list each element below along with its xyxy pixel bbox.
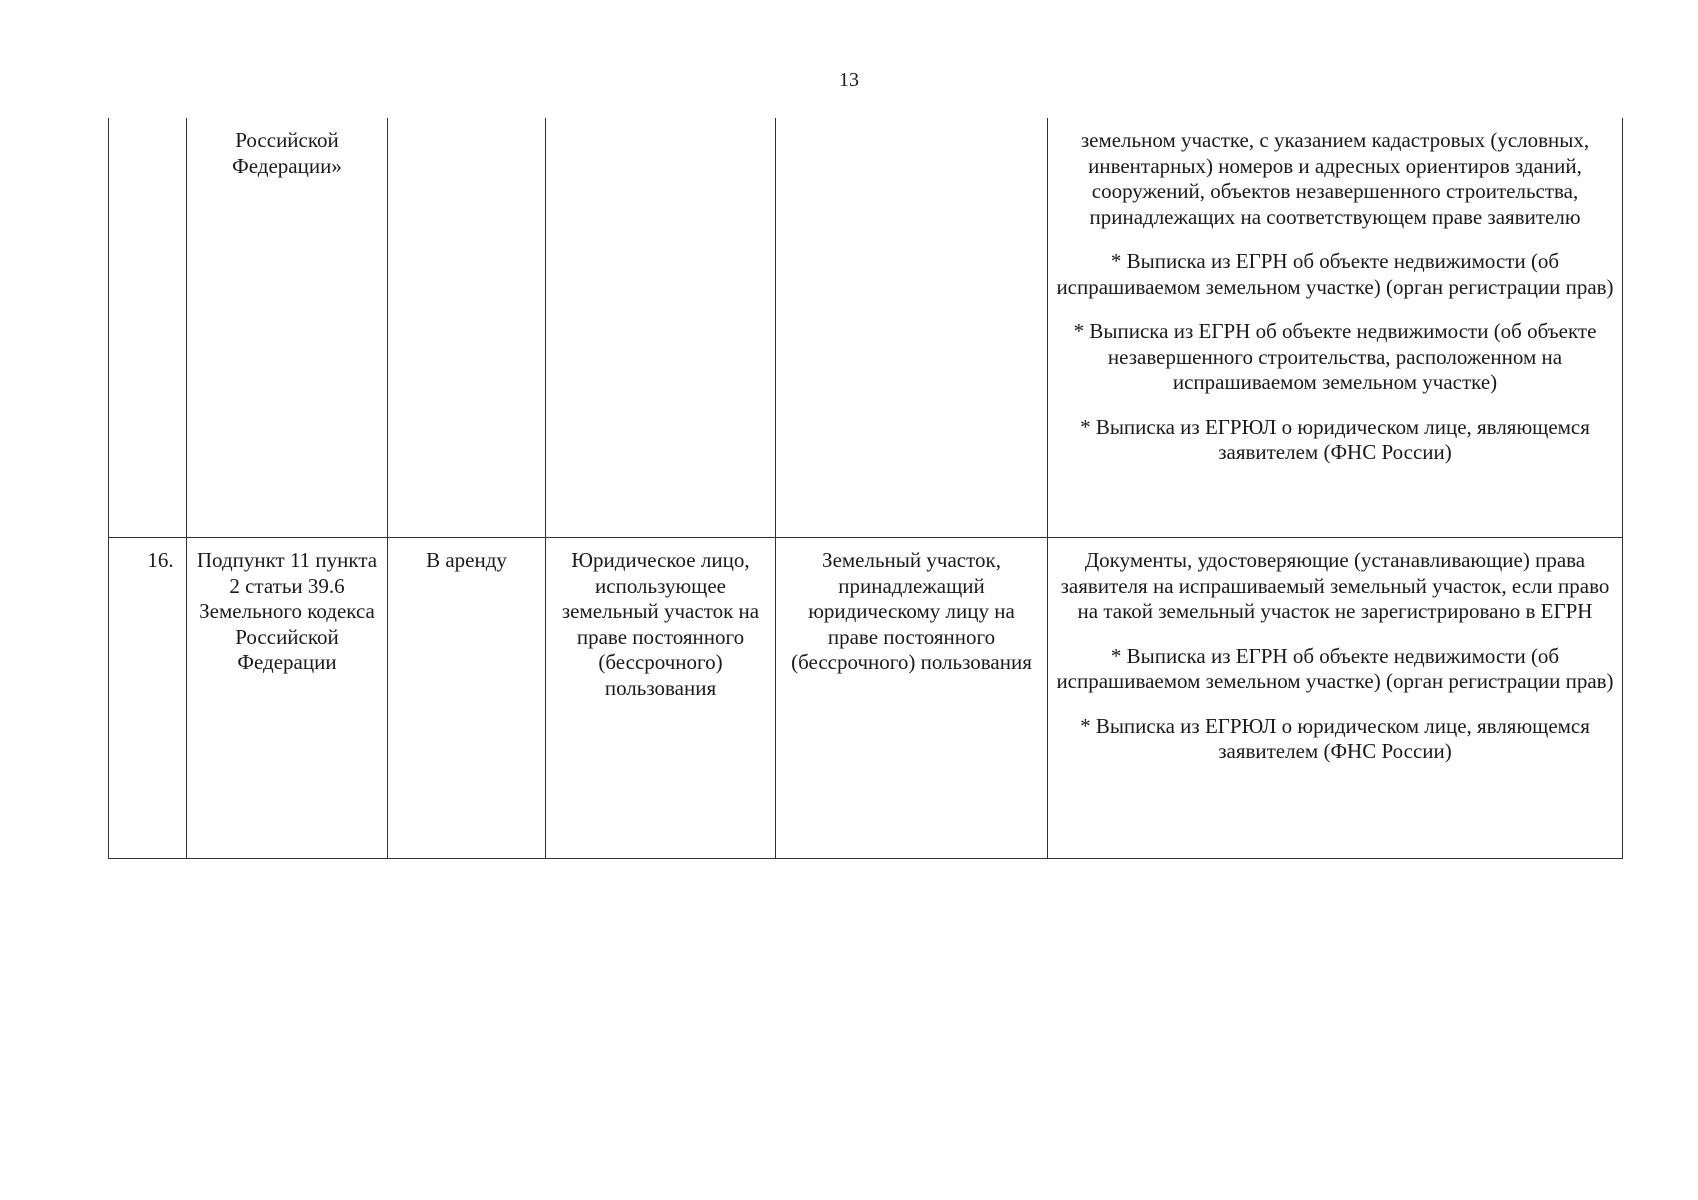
table-row: [109, 118, 1623, 538]
basis-text: Российской Федерации»: [232, 128, 342, 178]
documents-cell: [1048, 118, 1623, 538]
applicant-cell: [546, 538, 776, 859]
documents-cell: [1048, 538, 1623, 859]
applicant-cell: [546, 118, 776, 538]
document-item: Документы, удостоверяющие (устанавливающие) права заявителя на испрашиваемый земельный участок, если право на такой земельный участок не зарегистрировано в ЕГРН: [1060, 548, 1610, 623]
land-plot-text: Земельный участок, принадлежащий юридическому лицу на праве постоянного (бессрочного) пользования: [791, 548, 1032, 674]
document-item: * Выписка из ЕГРН об объекте недвижимости (об испрашиваемом земельном участке) (орган регистрации прав): [1056, 249, 1614, 299]
land-plot-cell: [776, 538, 1048, 859]
table-row: [109, 538, 1623, 859]
document-item: * Выписка из ЕГРЮЛ о юридическом лице, являющемся заявителем (ФНС России): [1080, 713, 1590, 763]
document-item: * Выписка из ЕГРН об объекте недвижимости (об испрашиваемом земельном участке) (орган регистрации прав): [1056, 643, 1614, 693]
right-cell: [388, 538, 546, 859]
documents-table: [108, 118, 1623, 859]
row-number: 16.: [147, 548, 174, 572]
right-cell: [388, 118, 546, 538]
basis-text: Подпункт 11 пункта 2 статьи 39.6 Земельного кодекса Российской Федерации: [196, 548, 378, 674]
document-item: земельном участке, с указанием кадастровых (условных, инвентарных) номеров и адресных ориентиров зданий, сооружений, объектов незавершенного строительства, принадлежащих на соответствующем праве заявителю: [1080, 128, 1590, 229]
right-text: В аренду: [426, 548, 507, 572]
document-item: * Выписка из ЕГРЮЛ о юридическом лице, являющемся заявителем (ФНС России): [1080, 414, 1590, 464]
applicant-text: Юридическое лицо, использующее земельный участок на праве постоянного (бессрочного) пользования: [561, 548, 760, 700]
basis-cell: [187, 538, 388, 859]
document-item: * Выписка из ЕГРН об объекте недвижимости (об объекте незавершенного строительства, расположенном на испрашиваемом земельном участке): [1073, 319, 1597, 394]
row-number-cell: [109, 118, 187, 538]
land-plot-cell: [776, 118, 1048, 538]
row-number-cell: [109, 538, 187, 859]
basis-cell: [187, 118, 388, 538]
page-number: 13: [839, 69, 859, 91]
